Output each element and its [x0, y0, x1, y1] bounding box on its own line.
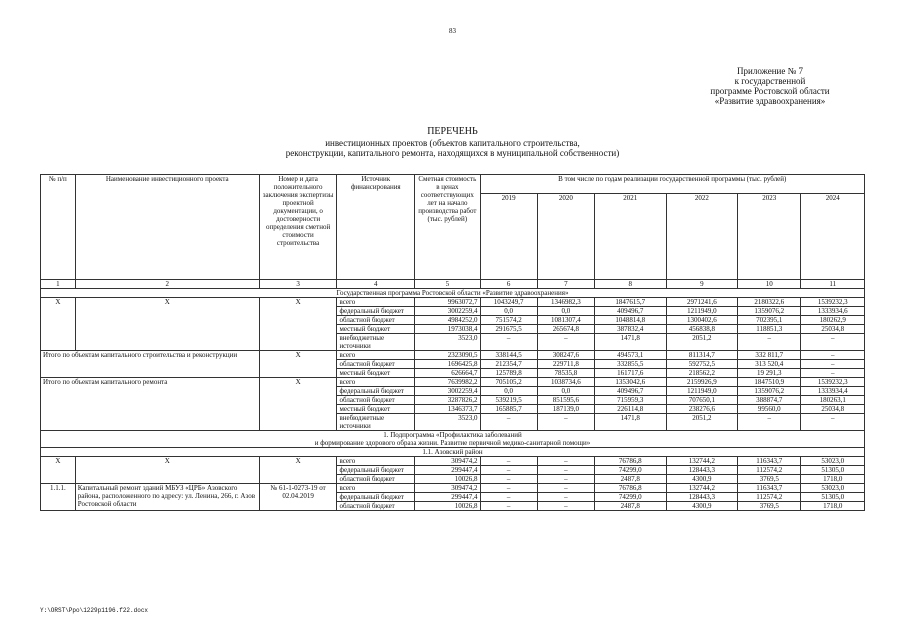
value-cell: 313 520,4: [738, 360, 801, 369]
value-cell: 338144,5: [480, 351, 537, 360]
value-cell: 125789,8: [480, 369, 537, 378]
value-cell: 299447,4: [415, 466, 480, 475]
value-cell: 1038734,6: [537, 378, 594, 387]
value-cell: 1346982,3: [537, 298, 594, 307]
subprogram-row: [41, 431, 865, 448]
value-cell: 25034,8: [801, 325, 865, 334]
funding-source-cell: всего: [337, 457, 415, 466]
section-program-title: Государственная программа Ростовской области «Развитие здравоохранения»: [41, 289, 865, 298]
value-cell: 2180322,6: [738, 298, 801, 307]
header-year: 2024: [801, 194, 865, 280]
value-cell: –: [738, 414, 801, 431]
header-col-estimate: Сметная стоимость в ценах соответствующих лет на начало производства работ (тыс. рублей): [415, 175, 480, 280]
value-cell: 74299,0: [595, 493, 667, 502]
value-cell: 1471,8: [595, 334, 667, 351]
value-cell: 238276,6: [666, 405, 738, 414]
value-cell: 332855,5: [595, 360, 667, 369]
value-cell: –: [738, 334, 801, 351]
value-cell: 10026,8: [415, 475, 480, 484]
value-cell: –: [480, 475, 537, 484]
value-cell: 1353042,6: [595, 378, 667, 387]
value-cell: 78535,8: [537, 369, 594, 378]
value-cell: 2487,8: [595, 475, 667, 484]
value-cell: –: [480, 334, 537, 351]
value-cell: 1718,0: [801, 502, 865, 511]
funding-source-cell: областной бюджет: [337, 316, 415, 325]
value-cell: 116343,7: [738, 457, 801, 466]
value-cell: –: [801, 369, 865, 378]
value-cell: 409496,7: [595, 307, 667, 316]
section-program-row: [41, 289, 865, 298]
funding-source-cell: местный бюджет: [337, 405, 415, 414]
value-cell: 299447,4: [415, 493, 480, 502]
value-cell: –: [537, 502, 594, 511]
header-year: 2023: [738, 194, 801, 280]
header-col-num: № п/п: [41, 175, 76, 280]
subprogram-line: 1. Подпрограмма «Профилактика заболеваний: [383, 431, 522, 439]
value-cell: 308247,6: [537, 351, 594, 360]
value-cell: 1333934,6: [801, 307, 865, 316]
column-number: 9: [666, 280, 738, 289]
column-number: 6: [480, 280, 537, 289]
value-cell: 165885,7: [480, 405, 537, 414]
value-cell: 1847615,7: [595, 298, 667, 307]
value-cell: 1718,0: [801, 475, 865, 484]
value-cell: 811314,7: [666, 351, 738, 360]
column-number: 2: [75, 280, 259, 289]
funding-source-cell: всего: [337, 351, 415, 360]
appendix-line: Приложение № 7: [737, 66, 803, 76]
value-cell: 3523,0: [415, 334, 480, 351]
value-cell: 851595,6: [537, 396, 594, 405]
value-cell: 1359076,2: [738, 307, 801, 316]
value-cell: 494573,1: [595, 351, 667, 360]
value-cell: 229711,8: [537, 360, 594, 369]
value-cell: 1696425,8: [415, 360, 480, 369]
header-col-name: Наименование инвестиционного проекта: [75, 175, 259, 280]
value-cell: 2487,8: [595, 502, 667, 511]
value-cell: 265674,8: [537, 325, 594, 334]
value-cell: 0,0: [480, 387, 537, 396]
value-cell: 409496,7: [595, 387, 667, 396]
funding-source-cell: областной бюджет: [337, 360, 415, 369]
value-cell: –: [480, 414, 537, 431]
value-cell: –: [480, 466, 537, 475]
district-title: 1.1. Азовский район: [41, 448, 865, 457]
value-cell: 0,0: [537, 307, 594, 316]
value-cell: 226114,8: [595, 405, 667, 414]
value-cell: 707650,1: [666, 396, 738, 405]
header-year: 2019: [480, 194, 537, 280]
value-cell: 702395,1: [738, 316, 801, 325]
value-cell: 539219,5: [480, 396, 537, 405]
value-cell: 2159926,9: [666, 378, 738, 387]
table-row: [41, 298, 865, 307]
value-cell: 3002259,4: [415, 307, 480, 316]
funding-source-cell: федеральный бюджет: [337, 307, 415, 316]
value-cell: –: [480, 493, 537, 502]
funding-source-cell: федеральный бюджет: [337, 387, 415, 396]
value-cell: 1346373,7: [415, 405, 480, 414]
funding-source-cell: федеральный бюджет: [337, 493, 415, 502]
value-cell: 332 811,7: [738, 351, 801, 360]
value-cell: 53023,0: [801, 457, 865, 466]
column-numbers-row: [41, 280, 865, 289]
value-cell: 218562,2: [666, 369, 738, 378]
value-cell: 3287826,2: [415, 396, 480, 405]
value-cell: 4300,9: [666, 475, 738, 484]
table-row: [41, 457, 865, 466]
value-cell: 116343,7: [738, 484, 801, 493]
value-cell: 2051,2: [666, 414, 738, 431]
value-cell: 1048814,8: [595, 316, 667, 325]
value-cell: 180263,1: [801, 396, 865, 405]
project-name-cell: Капитальный ремонт зданий МБУЗ «ЦРБ» Азовского района, расположенного по адресу: ул. Ленина, 266, г. Азов Ростовской области: [75, 484, 259, 511]
value-cell: 51305,0: [801, 493, 865, 502]
name-cell: X: [75, 457, 259, 484]
value-cell: –: [537, 414, 594, 431]
value-cell: 1211949,0: [666, 307, 738, 316]
appendix-line: к государственной: [734, 76, 806, 86]
value-cell: –: [801, 351, 865, 360]
value-cell: –: [801, 414, 865, 431]
value-cell: 309474,2: [415, 484, 480, 493]
column-number: 7: [537, 280, 594, 289]
value-cell: 2971241,6: [666, 298, 738, 307]
value-cell: 309474,2: [415, 457, 480, 466]
column-number: 1: [41, 280, 76, 289]
value-cell: –: [480, 502, 537, 511]
table-row: [41, 378, 865, 387]
table-row: [41, 351, 865, 360]
header-row: [41, 175, 865, 194]
value-cell: –: [801, 360, 865, 369]
title-line: реконструкции, капитального ремонта, находящихся в муниципальной собственности): [285, 148, 620, 158]
appendix-line: «Развитие здравоохранения»: [714, 96, 826, 106]
value-cell: 187139,0: [537, 405, 594, 414]
value-cell: 387832,4: [595, 325, 667, 334]
funding-source-cell: областной бюджет: [337, 475, 415, 484]
value-cell: 128443,3: [666, 466, 738, 475]
value-cell: 0,0: [537, 387, 594, 396]
value-cell: 3523,0: [415, 414, 480, 431]
value-cell: 1081307,4: [537, 316, 594, 325]
value-cell: 2323090,5: [415, 351, 480, 360]
value-cell: 180262,9: [801, 316, 865, 325]
document-title: [40, 127, 865, 159]
expertise-cell: X: [259, 298, 337, 351]
project-num-cell: 1.1.1.: [41, 484, 76, 511]
value-cell: 132744,2: [666, 457, 738, 466]
investment-projects-table: [40, 174, 865, 511]
value-cell: 19 291,3: [738, 369, 801, 378]
value-cell: 1043249,7: [480, 298, 537, 307]
value-cell: 751574,2: [480, 316, 537, 325]
value-cell: 1300402,6: [666, 316, 738, 325]
value-cell: 1333934,4: [801, 387, 865, 396]
value-cell: –: [537, 457, 594, 466]
table-row: [41, 484, 865, 493]
value-cell: –: [537, 493, 594, 502]
expertise-cell: X: [259, 457, 337, 484]
funding-source-cell: местный бюджет: [337, 369, 415, 378]
value-cell: 74299,0: [595, 466, 667, 475]
value-cell: 7639982,2: [415, 378, 480, 387]
value-cell: 4984252,0: [415, 316, 480, 325]
value-cell: 705105,2: [480, 378, 537, 387]
value-cell: –: [480, 484, 537, 493]
value-cell: 212354,7: [480, 360, 537, 369]
title-line: инвестиционных проектов (объектов капитального строительства,: [325, 137, 580, 148]
value-cell: 456838,8: [666, 325, 738, 334]
funding-source-cell: местный бюджет: [337, 325, 415, 334]
funding-source-cell: внебюджетные источники: [337, 334, 415, 351]
header-col-expertise: Номер и дата положительного заключения экспертизы проектной документации, о достоверности определения сметной стоимости строительства: [259, 175, 337, 280]
value-cell: 388874,7: [738, 396, 801, 405]
column-number: 3: [259, 280, 337, 289]
value-cell: 76786,8: [595, 484, 667, 493]
value-cell: 0,0: [480, 307, 537, 316]
expertise-cell: X: [259, 378, 337, 431]
name-cell: X: [75, 298, 259, 351]
value-cell: 1847510,9: [738, 378, 801, 387]
value-cell: 51305,0: [801, 466, 865, 475]
header-col-source: Источник финансирования: [337, 175, 415, 280]
value-cell: 161717,6: [595, 369, 667, 378]
value-cell: 3769,5: [738, 475, 801, 484]
column-number: 4: [337, 280, 415, 289]
funding-source-cell: всего: [337, 378, 415, 387]
value-cell: 2051,2: [666, 334, 738, 351]
value-cell: 112574,2: [738, 493, 801, 502]
funding-source-cell: областной бюджет: [337, 502, 415, 511]
header-years-group: В том числе по годам реализации государственной программы (тыс. рублей): [480, 175, 864, 194]
column-number: 11: [801, 280, 865, 289]
value-cell: 715959,3: [595, 396, 667, 405]
table-row: [41, 448, 865, 457]
value-cell: 132744,2: [666, 484, 738, 493]
group-name-cell: Итого по объектам капитального ремонта: [41, 378, 260, 431]
value-cell: 99560,0: [738, 405, 801, 414]
value-cell: 10026,8: [415, 502, 480, 511]
value-cell: 3002259,4: [415, 387, 480, 396]
header-year: 2022: [666, 194, 738, 280]
page-number: 83: [449, 27, 456, 35]
value-cell: –: [537, 484, 594, 493]
column-number: 10: [738, 280, 801, 289]
value-cell: 1973038,4: [415, 325, 480, 334]
value-cell: –: [801, 334, 865, 351]
value-cell: 53023,0: [801, 484, 865, 493]
project-expertise-cell: № 61-1-0273-19 от 02.04.2019: [259, 484, 337, 511]
header-year: 2021: [595, 194, 667, 280]
appendix-header: [640, 66, 900, 106]
value-cell: 592752,5: [666, 360, 738, 369]
subprogram-title: [41, 431, 865, 448]
num-cell: X: [41, 457, 76, 484]
expertise-cell: X: [259, 351, 337, 378]
value-cell: –: [480, 457, 537, 466]
value-cell: –: [537, 475, 594, 484]
value-cell: 25034,8: [801, 405, 865, 414]
appendix-line: программе Ростовской области: [710, 86, 830, 96]
num-cell: X: [41, 298, 76, 351]
title-line: ПЕРЕЧЕНЬ: [427, 126, 478, 137]
footer-file-path: Y:\ORST\Ppo\1229p1196.f22.docx: [40, 607, 149, 614]
funding-source-cell: всего: [337, 484, 415, 493]
value-cell: 4300,9: [666, 502, 738, 511]
value-cell: 1539232,3: [801, 378, 865, 387]
group-name-cell: Итого по объектам капитального строительства и реконструкции: [41, 351, 260, 378]
value-cell: 1211949,0: [666, 387, 738, 396]
value-cell: 1359076,2: [738, 387, 801, 396]
value-cell: 3769,5: [738, 502, 801, 511]
header-year: 2020: [537, 194, 594, 280]
subprogram-line: и формирование здорового образа жизни. Развитие первичной медико-санитарной помощи»: [314, 439, 591, 447]
funding-source-cell: всего: [337, 298, 415, 307]
funding-source-cell: внебюджетные источники: [337, 414, 415, 431]
column-number: 8: [595, 280, 667, 289]
value-cell: 291675,5: [480, 325, 537, 334]
value-cell: 112574,2: [738, 466, 801, 475]
value-cell: 118851,3: [738, 325, 801, 334]
value-cell: 128443,3: [666, 493, 738, 502]
value-cell: 1539232,3: [801, 298, 865, 307]
funding-source-cell: федеральный бюджет: [337, 466, 415, 475]
value-cell: 9963072,7: [415, 298, 480, 307]
value-cell: 76786,8: [595, 457, 667, 466]
value-cell: 626664,7: [415, 369, 480, 378]
value-cell: 1471,8: [595, 414, 667, 431]
column-number: 5: [415, 280, 480, 289]
funding-source-cell: областной бюджет: [337, 396, 415, 405]
value-cell: –: [537, 466, 594, 475]
value-cell: –: [537, 334, 594, 351]
